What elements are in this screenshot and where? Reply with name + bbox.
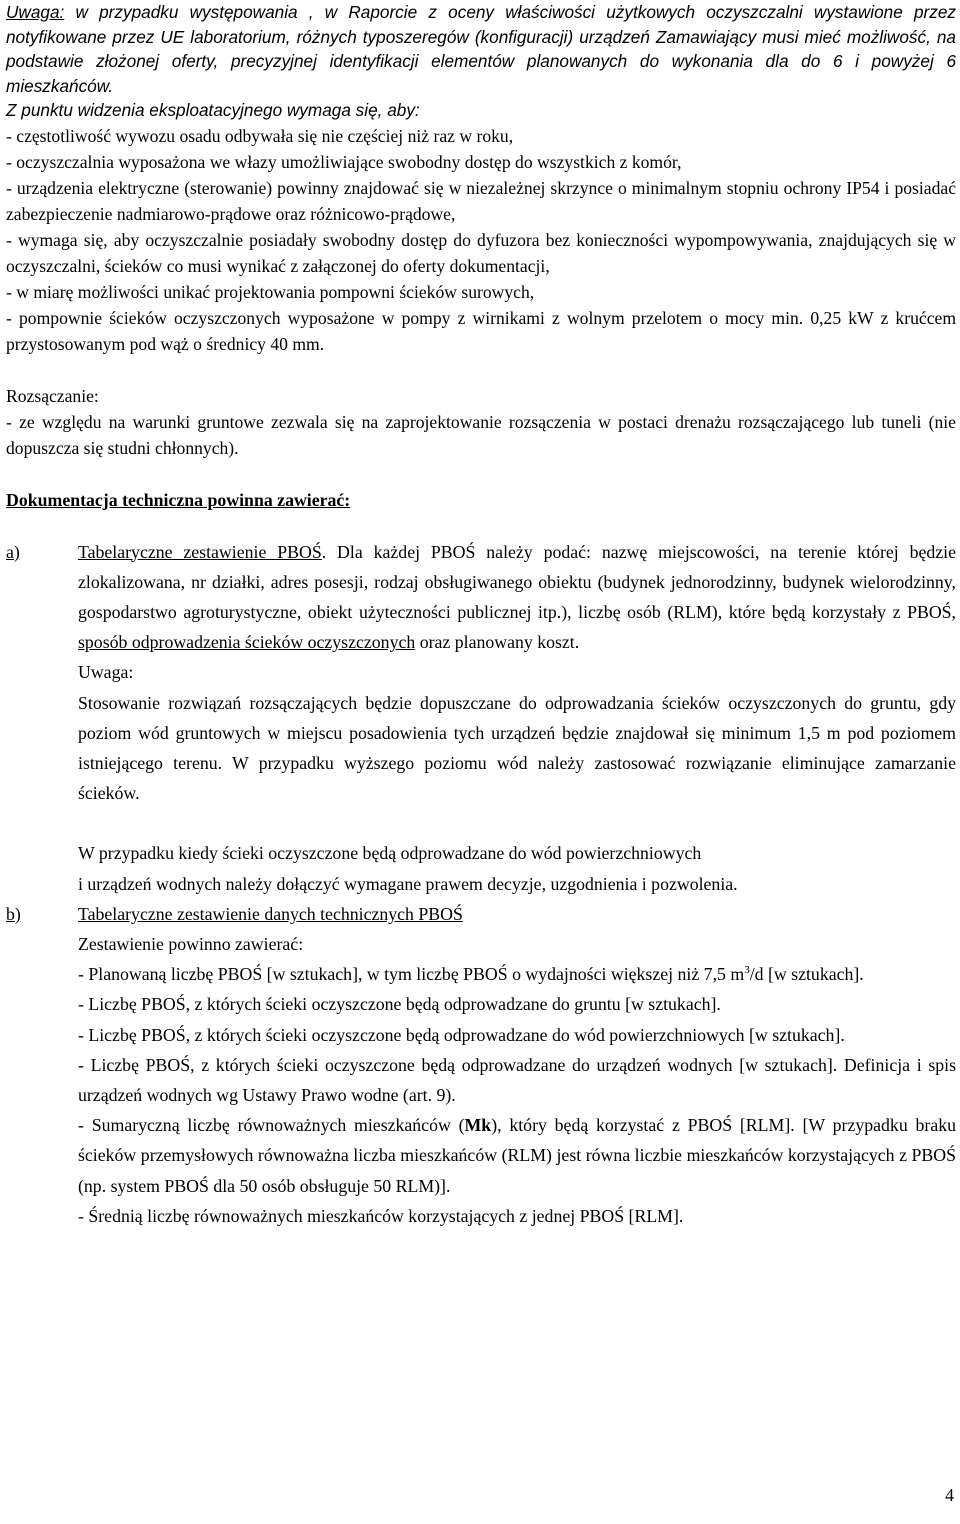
documentation-heading: Dokumentacja techniczna powinna zawierać: <box>6 489 351 510</box>
mk-bold: Mk <box>464 1115 492 1136</box>
doc-item-b-title: Tabelaryczne zestawienie danych technicznych PBOŚ <box>78 903 463 924</box>
doc-item-a-note-label: Uwaga: <box>78 662 134 683</box>
doc-item-a-text-end: oraz planowany koszt. <box>415 632 580 653</box>
spacer <box>6 513 956 537</box>
requirement-item: - pompownie ścieków oczyszczonych wyposażone w pompy z wirnikami z wolnym przelotem o mocy min. 0,25 kW z krućcem przystosowanym pod wąż o średnicy 40 mm. <box>6 307 956 354</box>
doc-item-a-surface-line: W przypadku kiedy ścieki oczyszczone będą odprowadzane do wód powierzchniowych <box>78 843 702 864</box>
rozsaczanie-text: - ze względu na warunki gruntowe zezwala się na zaprojektowanie rozsączenia w postaci drenażu rozsączającego lub tuneli (nie dopuszcza się studni chłonnych). <box>6 411 956 458</box>
requirement-item: - wymaga się, aby oczyszczalnie posiadały swobodny dostęp do dyfuzora bez konieczności wypompowywania, znajdujących się w oczyszczalni, ścieków co musi wynikać z załączonej do oferty dokumentacji, <box>6 229 956 276</box>
doc-item-b-entry <box>78 959 956 989</box>
doc-item-b-entry: - Liczbę PBOŚ, z których ścieki oczyszczone będą odprowadzane do wód powierzchniowych [w sztukach]. <box>78 1024 845 1045</box>
doc-item-a-marker: a) <box>6 541 20 562</box>
requirements-intro: Z punktu widzenia eksploatacyjnego wymaga się, aby: <box>6 100 420 120</box>
doc-item-b-intro: Zestawienie powinno zawierać: <box>78 933 304 954</box>
doc-item-b-marker: b) <box>6 903 21 924</box>
page-number: 4 <box>945 1485 954 1505</box>
spacer <box>6 808 956 838</box>
doc-item-b-entry: - Średnią liczbę równoważnych mieszkańców korzystających z jednej PBOŚ [RLM]. <box>78 1205 684 1226</box>
entry-text: - Sumaryczną liczbę równoważnych mieszkańców ( <box>78 1115 465 1136</box>
doc-item-a-surface-line: i urządzeń wodnych należy dołączyć wymagane prawem decyzje, uzgodnienia i pozwolenia. <box>78 873 738 894</box>
entry-text: /d [w sztukach]. <box>749 964 864 985</box>
spacer <box>6 461 956 487</box>
doc-item-b-entry: - Liczbę PBOŚ, z których ścieki oczyszczone będą odprowadzane do urządzeń wodnych [w sztukach]. Definicja i spis urządzeń wodnych wg Ustawy Prawo wodne (art. 9). <box>78 1054 956 1105</box>
intro-paragraph <box>6 0 956 98</box>
doc-item-a-underlined: sposób odprowadzenia ścieków oczyszczonych <box>78 632 416 653</box>
requirement-item: - w miarę możliwości unikać projektowania pompowni ścieków surowych, <box>6 281 535 302</box>
doc-item-b-entry: - Liczbę PBOŚ, z których ścieki oczyszczone będą odprowadzane do gruntu [w sztukach]. <box>78 994 721 1015</box>
doc-item-a <box>6 537 957 658</box>
doc-item-a-note-text: Stosowanie rozwiązań rozsączających będzie dopuszczane do odprowadzania ścieków oczyszczonych do gruntu, gdy poziom wód gruntowych w miejscu posadowienia tych urządzeń będzie znajdował się minimum 1,5 m pod poziomem istniejącego terenu. W przypadku wyższego poziomu wód należy zastosować rozwiązanie eliminujące zamarzanie ścieków. <box>78 692 956 804</box>
doc-item-a-title: Tabelaryczne zestawienie PBOŚ <box>78 541 322 562</box>
requirements-list <box>6 123 956 357</box>
uwaga-label: Uwaga: <box>6 2 65 22</box>
requirement-item: - częstotliwość wywozu osadu odbywała się nie częściej niż raz w roku, <box>6 125 514 146</box>
document-page <box>6 0 956 1231</box>
requirement-item: - oczyszczalnia wyposażona we włazy umożliwiające swobodny dostęp do wszystkich z komór, <box>6 151 682 172</box>
intro-text: w przypadku występowania , w Raporcie z oceny właściwości użytkowych oczyszczalni wystawione przez notyfikowane przez UE laboratorium, różnych typoszeregów (konfiguracji) urządzeń Zamawiający musi mieć możliwość, na podstawie złożonej oferty, precyzyjnej identyfikacji elementów planowanych do wykonania dla do 6 i powyżej 6 mieszkańców. <box>6 2 956 96</box>
spacer <box>6 357 956 383</box>
rozsaczanie-heading: Rozsączanie: <box>6 385 99 406</box>
entry-text: - Planowaną liczbę PBOŚ [w sztukach], w tym liczbę PBOŚ o wydajności większej niż 7,5 m <box>78 964 745 985</box>
requirement-item: - urządzenia elektryczne (sterowanie) powinny znajdować się w niezależnej skrzynce o minimalnym stopniu ochrony IP54 i posiadać zabezpieczenie nadmiarowo-prądowe oraz różnicowo-prądowe, <box>6 177 956 224</box>
doc-item-b <box>6 899 956 929</box>
doc-item-a-text: . Dla każdej PBOŚ należy podać: nazwę miejscowości, na terenie której będzie zlokalizowana, nr działki, adres posesji, rodzaj obsługiwanego obiektu (budynek jednorodzinny, budynek wielorodzinny, gospodarstwo agroturystyczne, obiekt użyteczności publicznej itp.), liczbę osób (RLM), które będą korzystały z PBOŚ, <box>78 541 957 622</box>
doc-item-b-entry <box>78 1110 956 1201</box>
entry-text: ), który będą korzystać z PBOŚ [RLM]. [W przypadku braku ścieków przemysłowych równoważna liczba mieszkańców (RLM) jest równa liczbie mieszkańców korzystających z PBOŚ (np. system PBOŚ dla 50 osób obsługuje 50 RLM)]. <box>78 1115 956 1196</box>
superscript: 3 <box>744 964 750 977</box>
